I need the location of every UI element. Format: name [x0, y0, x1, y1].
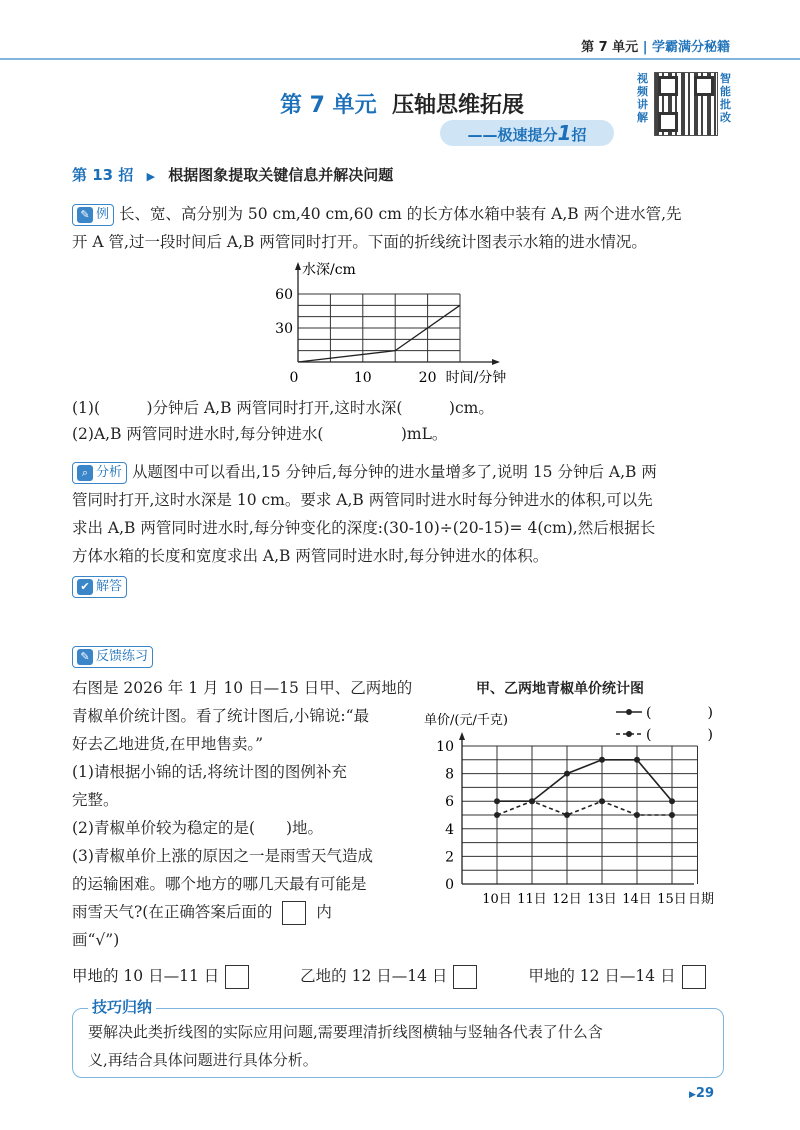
example-q2: (2)A,B 两管同时进水时,每分钟进水( )mL。: [72, 425, 448, 443]
page-number: ▶29: [688, 1086, 714, 1101]
option-3: 甲地的 12 日—14 日: [528, 967, 705, 985]
dashed-series-point: [494, 812, 500, 818]
analysis-tag: ⌕ 分析: [72, 462, 127, 484]
solid-series-point: [599, 757, 605, 763]
tips-title: 技巧归纳: [88, 996, 156, 1017]
example-tag: ✎ 例: [72, 204, 114, 226]
x-tick-label: 0: [289, 370, 299, 386]
title-unit: 第 7 单元: [280, 93, 377, 118]
dashed-series-point: [634, 812, 640, 818]
tips-text: 要解决此类折线图的实际应用问题,需要理清折线图横轴与竖轴各代表了什么含 义,再结合具体问题进行具体分析。: [88, 1023, 603, 1069]
pencil-icon: ✎: [77, 649, 93, 665]
x-tick-label: 20: [418, 370, 437, 386]
solid-series-point: [634, 757, 640, 763]
y-axis-arrow: [459, 732, 465, 740]
y-tick-label: 0: [445, 877, 454, 893]
option-2-box[interactable]: [453, 965, 477, 989]
solid-series-point: [669, 798, 675, 804]
y-tick-label: 4: [445, 821, 454, 838]
x-axis-arrow: [492, 359, 500, 365]
y-tick-label: 8: [445, 766, 454, 783]
magnifier-icon: ⌕: [77, 465, 93, 481]
x-axis-label: 时间/分钟: [445, 370, 507, 386]
y-tick-label: 60: [275, 287, 293, 303]
section-heading: [72, 164, 393, 185]
section-label: 第 13 招: [72, 166, 134, 184]
depth-line: [298, 305, 460, 362]
option-3-box[interactable]: [682, 965, 706, 989]
title-subtitle: ——极速提分1招: [440, 120, 614, 146]
legend-label: ( ): [646, 705, 713, 721]
header-rule: [0, 58, 800, 60]
example-q1: (1)( )分钟后 A,B 两管同时打开,这时水深( )cm。: [72, 399, 494, 417]
price-chart-title: 甲、乙两地青椒单价统计图: [476, 681, 644, 697]
legend-label: ( ): [646, 727, 713, 743]
running-header: 第 7 单元 | 学霸满分秘籍: [581, 40, 730, 55]
option-1-box[interactable]: [225, 965, 249, 989]
title-name: 压轴思维拓展: [391, 93, 524, 118]
dashed-series-line: [497, 801, 672, 815]
qr-right-text: 智能批改: [720, 72, 731, 124]
x-tick-label: 15日: [657, 892, 687, 907]
dashed-series-point: [599, 798, 605, 804]
x-axis-label: 日期: [688, 892, 715, 907]
dashed-series-point: [669, 812, 675, 818]
example-text: ✎ 例 长、宽、高分别为 50 cm,40 cm,60 cm 的长方体水箱中装有 A,B 两个进水管,先 开 A 管,过一段时间后 A,B 两管同时打开。下面的折线统计图表示水箱的进水情况。: [72, 205, 682, 251]
y-axis-arrow: [295, 262, 301, 270]
pencil-icon: ✎: [77, 207, 93, 223]
solid-series-point: [564, 771, 570, 777]
qr-left-text: 视频讲解: [637, 72, 648, 124]
option-1: 甲地的 10 日—11 日: [72, 967, 249, 985]
option-2: 乙地的 12 日—14 日: [300, 967, 477, 985]
y-tick-label: 30: [275, 321, 293, 337]
header-unit: 第 7 单元: [581, 40, 639, 55]
section-title: 根据图象提取关键信息并解决问题: [168, 166, 394, 184]
y-tick-label: 6: [445, 794, 454, 811]
x-tick-label: 12日: [552, 892, 582, 907]
water-depth-chart: [268, 258, 538, 388]
x-tick-label: 14日: [622, 892, 652, 907]
x-tick-label: 10日: [482, 892, 512, 907]
x-tick-label: 11日: [517, 892, 547, 907]
dashed-series-point: [564, 812, 570, 818]
y-axis-label: 单价/(元/千克): [424, 713, 508, 728]
x-tick-label: 10: [353, 370, 372, 386]
analysis-text: ⌕ 分析 从题图中可以看出,15 分钟后,每分钟的进水量增多了,说明 15 分钟后 A,B 两 管同时打开,这时水深是 10 cm。要求 A,B 两管同时进水时每分钟进水的体积,可以先 求出 A,B 两管同时进水时,每分钟变化的深度:(30-10)÷(20-15)= 4(cm),然后根据长 方体水箱的长度和宽度求出 A,B 两管同时进水时,每分钟进水的体积。: [72, 463, 657, 565]
header-series: 学霸满分秘籍: [651, 40, 730, 55]
page-arrow-icon: ▶: [688, 1090, 696, 1100]
practice-tag: ✎ 反馈练习: [72, 646, 153, 668]
price-chart: [420, 700, 760, 912]
answer-tag: ✔ 解答: [72, 576, 127, 598]
legend-marker: [626, 731, 632, 737]
answer-box-sample: [282, 901, 306, 925]
legend-marker: [626, 709, 632, 715]
solid-series-point: [494, 798, 500, 804]
options-row: [72, 962, 752, 990]
y-tick-label: 10: [436, 739, 454, 755]
practice-text: 右图是 2026 年 1 月 10 日—15 日甲、乙两地的 青椒单价统计图。看了统计图后,小锦说:“最 好去乙地进货,在甲地售卖。” (1)请根据小锦的话,将统计图的图例补充 完整。 (2)青椒单价较为稳定的是( )地。 (3)青椒单价上涨的原因之一是雨雪天气造成 的运输困难。哪个地方的哪几天最有可能是 雨雪天气?(在正确答案后面的 内 画“√”): [72, 679, 413, 949]
solid-series-line: [497, 760, 672, 801]
page-title: [280, 88, 524, 119]
section-arrow-icon: ▶: [146, 170, 156, 183]
y-tick-label: 2: [445, 849, 454, 866]
dashed-series-point: [529, 798, 535, 804]
x-tick-label: 13日: [587, 892, 617, 907]
qr-code[interactable]: [654, 72, 718, 136]
check-icon: ✔: [77, 579, 93, 595]
y-axis-label: 水深/cm: [302, 262, 356, 278]
